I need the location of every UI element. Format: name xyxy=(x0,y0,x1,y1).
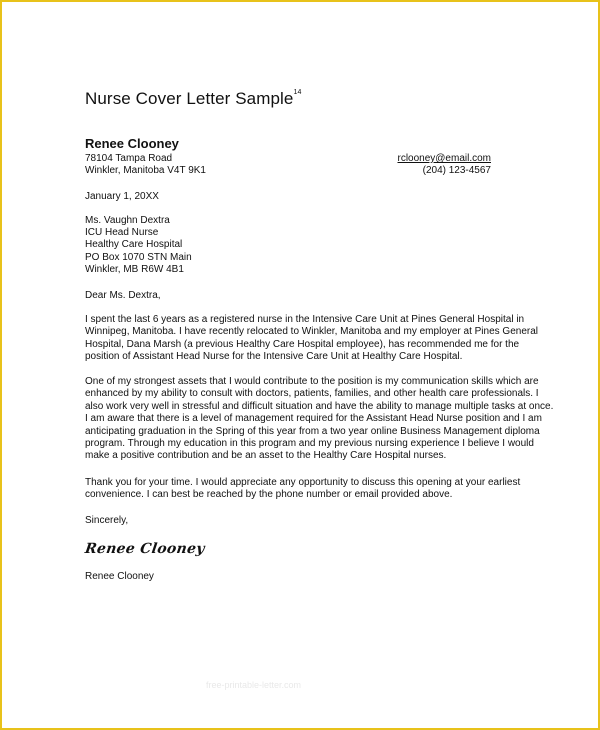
sender-city: Winkler, Manitoba V4T 9K1 xyxy=(85,165,206,176)
body-paragraph-2: One of my strongest assets that I would contribute to the position is my communication skills which are enhanced by my ability to consult with doctors, patients, families, and other health care professionals. I also work very well in stressful and difficult situation and have the ability to manage multiple tasks at once. I am aware that there is a level of management required for the Assistant Head Nurse position and I am anticipating graduation in the Spring of this year from a two year online Business Management diploma program. Through my education in this program and my previous nursing experience I believe I would make a positive contribution and be an asset to the Healthy Care Hospital nurses. xyxy=(85,376,554,462)
title-superscript: 14 xyxy=(293,89,302,97)
closing: Sincerely, xyxy=(85,515,129,526)
watermark: free-printable-letter.com xyxy=(206,680,302,690)
sender-phone: (204) 123-4567 xyxy=(422,165,491,176)
document-title: Nurse Cover Letter Sample$^{14}$ xyxy=(85,89,302,108)
salutation: Dear Ms. Dextra, xyxy=(85,290,161,301)
letter-date: January 1, 20XX xyxy=(85,191,159,202)
recipient-position: ICU Head Nurse xyxy=(85,227,159,238)
sender-street: 78104 Tampa Road xyxy=(85,153,173,164)
handwritten-signature: Renee Clooney xyxy=(83,541,206,557)
printed-name: Renee Clooney xyxy=(85,571,154,582)
recipient-organization: Healthy Care Hospital xyxy=(85,239,183,250)
sender-name: Renee Clooney xyxy=(85,136,179,151)
recipient-name: Ms. Vaughn Dextra xyxy=(85,215,170,226)
body-paragraph-1: I spent the last 6 years as a registered nurse in the Intensive Care Unit at Pines General Hospital in Winnipeg, Manitoba. I have recently relocated to Winkler, Manitoba and my employer at Pines General Hospital, Dana Marsh (a previous Healthy Care Hospital employee), has recommended me for the position of Assistant Head Nurse for the Intensive Care Unit at Healthy Care Hospital. xyxy=(85,314,539,363)
body-paragraph-3: Thank you for your time. I would appreciate any opportunity to discuss this opening at your earliest convenience. I can best be reached by the phone number or email provided above. xyxy=(85,477,521,501)
recipient-po-box: PO Box 1070 STN Main xyxy=(85,252,192,263)
sender-email: rclooney@email.com xyxy=(397,153,491,164)
recipient-city: Winkler, MB R6W 4B1 xyxy=(85,264,184,275)
